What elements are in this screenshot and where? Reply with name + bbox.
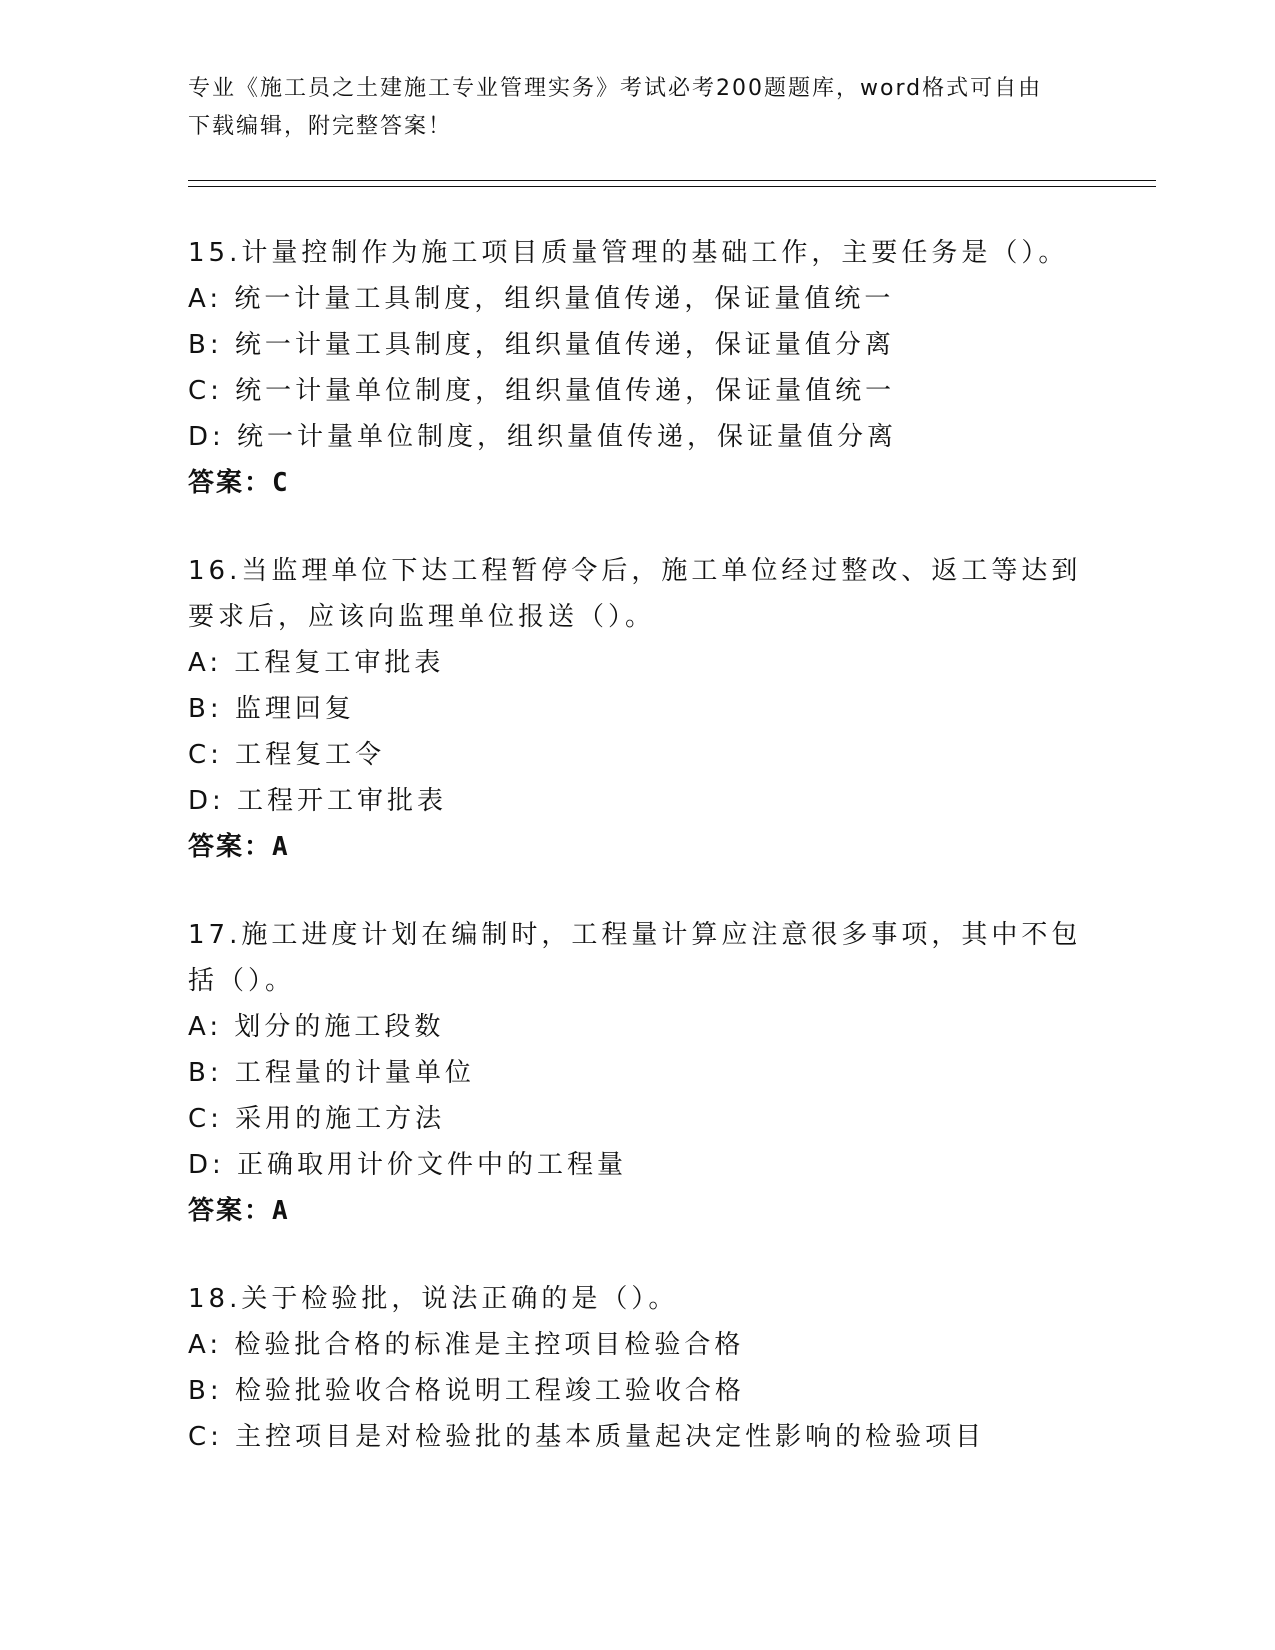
option-c: C: 主控项目是对检验批的基本质量起决定性影响的检验项目 [188,1422,986,1452]
answer-label: 答案： [188,468,273,498]
answer-line [188,460,1088,506]
option-a: A: 工程复工审批表 [188,648,445,678]
answer-line [188,1188,1088,1234]
answer-line [188,824,1088,870]
option-a: A: 检验批合格的标准是主控项目检验合格 [188,1330,745,1360]
header-line-1: 专业《施工员之土建施工专业管理实务》考试必考200题题库，word格式可自由 [188,76,1043,101]
answer-value: C [272,468,290,498]
header-line-2: 下载编辑，附完整答案！ [188,114,453,139]
option-b: B: 统一计量工具制度，组织量值传递，保证量值分离 [188,330,895,360]
answer-value: A [272,1196,290,1226]
question-stem: 17.施工进度计划在编制时，工程量计算应注意很多事项，其中不包括（）。 [188,920,1082,996]
option-c: C: 统一计量单位制度，组织量值传递，保证量值统一 [188,376,896,406]
question-16 [188,548,1088,870]
answer-label: 答案： [188,1196,273,1226]
option-a: A: 划分的施工段数 [188,1012,445,1042]
document-header [188,70,1088,146]
answer-value: A [272,832,290,862]
question-18 [188,1276,1088,1460]
question-15 [188,230,1088,506]
option-b: B: 检验批验收合格说明工程竣工验收合格 [188,1376,745,1406]
header-divider [188,180,1156,187]
option-b: B: 监理回复 [188,694,355,724]
question-list [188,230,1088,1502]
question-stem: 18.关于检验批，说法正确的是（）。 [188,1284,679,1314]
option-d: D: 正确取用计价文件中的工程量 [188,1150,628,1180]
question-17 [188,912,1088,1234]
answer-label: 答案： [188,832,273,862]
option-a: A: 统一计量工具制度，组织量值传递，保证量值统一 [188,284,895,314]
option-c: C: 工程复工令 [188,740,386,770]
option-b: B: 工程量的计量单位 [188,1058,475,1088]
option-d: D: 工程开工审批表 [188,786,448,816]
question-stem: 16.当监理单位下达工程暂停令后，施工单位经过整改、返工等达到要求后，应该向监理单位报送（）。 [188,556,1082,632]
question-stem: 15.计量控制作为施工项目质量管理的基础工作，主要任务是（）。 [188,238,1069,268]
option-c: C: 采用的施工方法 [188,1104,446,1134]
option-d: D: 统一计量单位制度，组织量值传递，保证量值分离 [188,422,898,452]
